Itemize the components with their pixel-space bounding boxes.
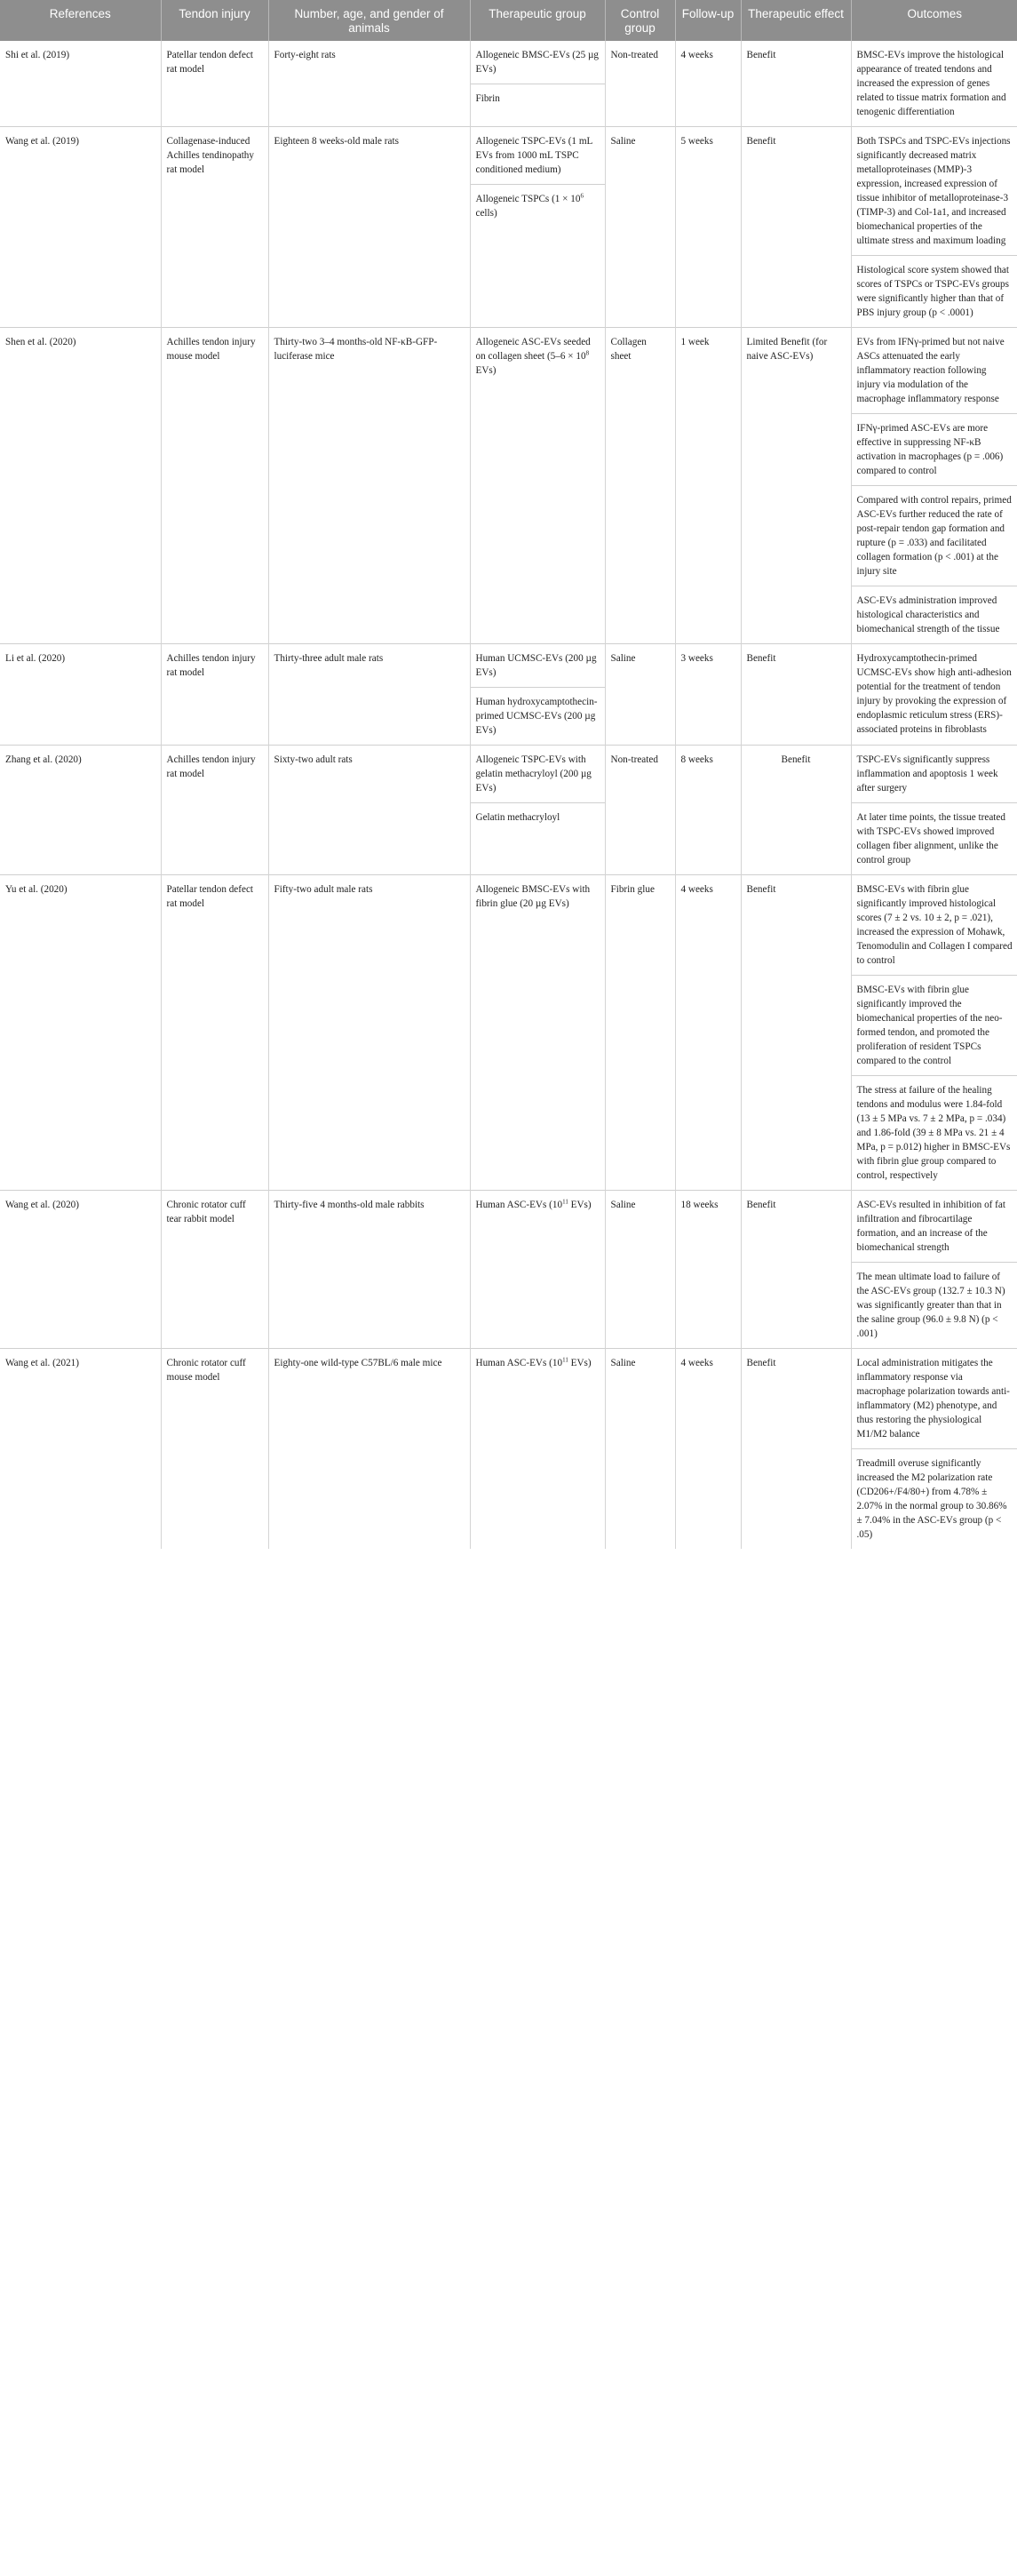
therapeutic-group-cell (470, 746, 605, 875)
header-outcomes: Outcomes (851, 0, 1017, 41)
follow-up-cell: 4 weeks (675, 875, 741, 1191)
table-body (0, 41, 1017, 1549)
header-follow-up: Follow-up (675, 0, 741, 41)
table-row (0, 127, 1017, 328)
therapeutic-effect-cell: Benefit (741, 41, 851, 127)
table-row (0, 644, 1017, 746)
therapeutic-group-cell-entry: Human ASC-EVs ($10^{11}$ EVs) (475, 1356, 592, 1368)
outcomes-cell (851, 41, 1017, 127)
tendon-injury-cell: Chronic rotator cuff mouse model (161, 1349, 268, 1550)
follow-up-cell: 4 weeks (675, 41, 741, 127)
follow-up-cell: 4 weeks (675, 1349, 741, 1550)
outcomes-cell-entry: At later time points, the tissue treated with TSPC-EVs showed improved collagen fiber alignment, unlike the control group (852, 802, 1017, 874)
control-group-cell: Saline (605, 644, 675, 746)
reference-cell: Wang et al. (2020) (0, 1191, 161, 1349)
outcomes-cell-entry: Compared with control repairs, primed ASC-EVs further reduced the rate of post-repair tendon gap formation and rupture (p = .033) and facilitated collagen formation (p < .001) at the injury site (852, 485, 1017, 586)
outcomes-cell-entry: TSPC-EVs significantly suppress inflammation and apoptosis 1 week after surgery (856, 754, 998, 794)
tendon-injury-cell: Achilles tendon injury rat model (161, 746, 268, 875)
outcomes-cell-entry: EVs from IFNγ-primed but not naive ASCs attenuated the early inflammatory reaction following injury via modulation of the macrophage inflammatory response (856, 337, 1005, 404)
therapeutic-group-cell-entry: Human UCMSC-EVs (200 µg EVs) (475, 653, 597, 678)
control-group-cell: Non-treated (605, 41, 675, 127)
outcomes-cell-entry: Treadmill overuse significantly increased the M2 polarization rate (CD206+/F4/80+) from 4.78% ± 2.07% in the normal group to 30.86% ± 7.04% in the ASC-EVs group (p < .05) (852, 1448, 1017, 1549)
therapeutic-group-cell-entry: Allogeneic BMSC-EVs (25 µg EVs) (475, 50, 600, 75)
therapeutic-group-cell (470, 41, 605, 127)
follow-up-cell: 1 week (675, 328, 741, 644)
outcomes-cell-entry: IFNγ-primed ASC-EVs are more effective in suppressing NF-κB activation in macrophages (p = .006) compared to control (852, 413, 1017, 485)
control-group-cell: Saline (605, 1191, 675, 1349)
table-row (0, 328, 1017, 644)
therapeutic-effect-cell: Benefit (741, 127, 851, 328)
follow-up-cell: 18 weeks (675, 1191, 741, 1349)
outcomes-cell-entry: Histological score system showed that scores of TSPCs or TSPC-EVs groups were significantly higher than that of PBS injury group (p < .0001) (852, 255, 1017, 327)
header-animals: Number, age, and gender of animals (268, 0, 470, 41)
outcomes-cell-entry: ASC-EVs administration improved histological characteristics and biomechanical strength of the tissue (852, 586, 1017, 643)
outcomes-cell (851, 746, 1017, 875)
outcomes-cell-entry: BMSC-EVs improve the histological appearance of treated tendons and increased the expression of genes related to tissue matrix formation and tenogenic differentiation (856, 50, 1006, 117)
header-therapeutic-group: Therapeutic group (470, 0, 605, 41)
therapeutic-effect-cell: Benefit (741, 1191, 851, 1349)
outcomes-cell-entry: Both TSPCs and TSPC-EVs injections significantly decreased matrix metalloproteinases (MMP)-3 expression, increased expression of tissue inhibitor of metalloproteinase-3 (TIMP-3) and Col-1a1, and increased biomechanical properties of the ultimate stress and maximum loading (856, 136, 1011, 246)
therapeutic-group-cell-entry: Allogeneic TSPC-EVs with gelatin methacryloyl (200 µg EVs) (475, 754, 592, 794)
header-row (0, 0, 1017, 41)
therapeutic-group-cell-entry: Human hydroxycamptothecin-primed UCMSC-EVs (200 µg EVs) (471, 687, 605, 745)
tendon-injury-cell: Achilles tendon injury rat model (161, 644, 268, 746)
therapeutic-group-cell (470, 644, 605, 746)
tendon-injury-cell: Collagenase-induced Achilles tendinopathy rat model (161, 127, 268, 328)
header-control-group: Control group (605, 0, 675, 41)
animals-cell: Sixty-two adult rats (268, 746, 470, 875)
table-row (0, 1191, 1017, 1349)
animals-cell: Eighteen 8 weeks-old male rats (268, 127, 470, 328)
outcomes-cell (851, 1349, 1017, 1550)
therapeutic-group-cell-entry: Gelatin methacryloyl (471, 802, 605, 832)
therapeutic-group-cell (470, 127, 605, 328)
outcomes-cell-entry: The mean ultimate load to failure of the ASC-EVs group (132.7 ± 10.3 N) was significantly greater than that in the saline group (96.0 ± 9.8 N) (p < .001) (852, 1262, 1017, 1348)
reference-cell: Yu et al. (2020) (0, 875, 161, 1191)
therapeutic-group-cell-entry: Allogeneic ASC-EVs seeded on collagen sheet ($5-6 \times 10^8$ EVs) (475, 337, 591, 376)
reference-cell: Shen et al. (2020) (0, 328, 161, 644)
therapeutic-effect-cell: Benefit (741, 644, 851, 746)
table-row (0, 41, 1017, 127)
table-row (0, 746, 1017, 875)
table-row (0, 875, 1017, 1191)
outcomes-cell-entry: Local administration mitigates the inflammatory response via macrophage polarization towards anti-inflammatory (M2) phenotype, and thus restoring the physiological M1/M2 balance (856, 1358, 1010, 1440)
follow-up-cell: 3 weeks (675, 644, 741, 746)
control-group-cell: Non-treated (605, 746, 675, 875)
outcomes-cell (851, 875, 1017, 1191)
therapeutic-group-cell (470, 875, 605, 1191)
reference-cell: Shi et al. (2019) (0, 41, 161, 127)
control-group-cell: Saline (605, 127, 675, 328)
animals-cell: Fifty-two adult male rats (268, 875, 470, 1191)
tendon-injury-cell: Chronic rotator cuff tear rabbit model (161, 1191, 268, 1349)
therapeutic-effect-cell: Benefit (741, 746, 851, 875)
follow-up-cell: 5 weeks (675, 127, 741, 328)
outcomes-cell-entry: BMSC-EVs with fibrin glue significantly improved the biomechanical properties of the neo-formed tendon, and promoted the proliferation of resident TSPCs compared to the control (852, 975, 1017, 1075)
animals-cell: Thirty-two 3–4 months-old NF-κB-GFP-luciferase mice (268, 328, 470, 644)
header-references: References (0, 0, 161, 41)
reference-cell: Li et al. (2020) (0, 644, 161, 746)
tendon-injury-cell: Patellar tendon defect rat model (161, 875, 268, 1191)
animals-cell: Thirty-five 4 months-old male rabbits (268, 1191, 470, 1349)
header-tendon-injury: Tendon injury (161, 0, 268, 41)
outcomes-cell (851, 644, 1017, 746)
therapeutic-effect-cell: Benefit (741, 875, 851, 1191)
control-group-cell: Saline (605, 1349, 675, 1550)
outcomes-cell-entry: The stress at failure of the healing tendons and modulus were 1.84-fold (13 ± 5 MPa vs. 7 ± 2 MPa, p = .034) and 1.86-fold (39 ± 8 MPa vs. 21 ± 4 MPa, p = p.012) higher in BMSC-EVs with fibrin glue group compared to control, respectively (852, 1075, 1017, 1190)
therapeutic-group-cell-entry: Fibrin (471, 84, 605, 113)
therapeutic-group-cell-entry: Human ASC-EVs ($10^{11}$ EVs) (475, 1198, 592, 1210)
therapeutic-group-cell (470, 328, 605, 644)
outcomes-cell (851, 328, 1017, 644)
outcomes-cell (851, 127, 1017, 328)
animals-cell: Thirty-three adult male rats (268, 644, 470, 746)
therapeutic-effect-cell: Benefit (741, 1349, 851, 1550)
control-group-cell: Fibrin glue (605, 875, 675, 1191)
therapeutic-group-cell (470, 1191, 605, 1349)
therapeutic-effect-cell: Limited Benefit (for naive ASC-EVs) (741, 328, 851, 644)
header-therapeutic-effect: Therapeutic effect (741, 0, 851, 41)
animals-cell: Forty-eight rats (268, 41, 470, 127)
reference-cell: Zhang et al. (2020) (0, 746, 161, 875)
tendon-injury-cell: Patellar tendon defect rat model (161, 41, 268, 127)
reference-cell: Wang et al. (2019) (0, 127, 161, 328)
therapeutic-group-cell-entry: Allogeneic TSPCs ($1 \times 10^6$ cells) (471, 184, 605, 227)
therapeutic-group-cell-entry: Allogeneic BMSC-EVs with fibrin glue (20 µg EVs) (475, 884, 591, 909)
therapeutic-group-cell (470, 1349, 605, 1550)
control-group-cell: Collagen sheet (605, 328, 675, 644)
reference-cell: Wang et al. (2021) (0, 1349, 161, 1550)
follow-up-cell: 8 weeks (675, 746, 741, 875)
outcomes-cell-entry: BMSC-EVs with fibrin glue significantly improved histological scores (7 ± 2 vs. 10 ± 2, p = .021), increased the expression of Mohawk, Tenomodulin and Collagen I compared to control (856, 884, 1013, 966)
therapeutic-group-cell-entry: Allogeneic TSPC-EVs (1 mL EVs from 1000 mL TSPC conditioned medium) (475, 136, 592, 175)
outcomes-cell (851, 1191, 1017, 1349)
outcomes-cell-entry: ASC-EVs resulted in inhibition of fat infiltration and fibrocartilage formation, and an increase of the biomechanical strength (856, 1200, 1005, 1253)
tendon-injury-cell: Achilles tendon injury mouse model (161, 328, 268, 644)
animals-cell: Eighty-one wild-type C57BL/6 male mice (268, 1349, 470, 1550)
table-row (0, 1349, 1017, 1550)
outcomes-cell-entry: Hydroxycamptothecin-primed UCMSC-EVs show high anti-adhesion potential for the treatment of tendon injury by provoking the expression of endoplasmic reticulum stress (ERS)-associated proteins in fibroblasts (856, 653, 1012, 735)
